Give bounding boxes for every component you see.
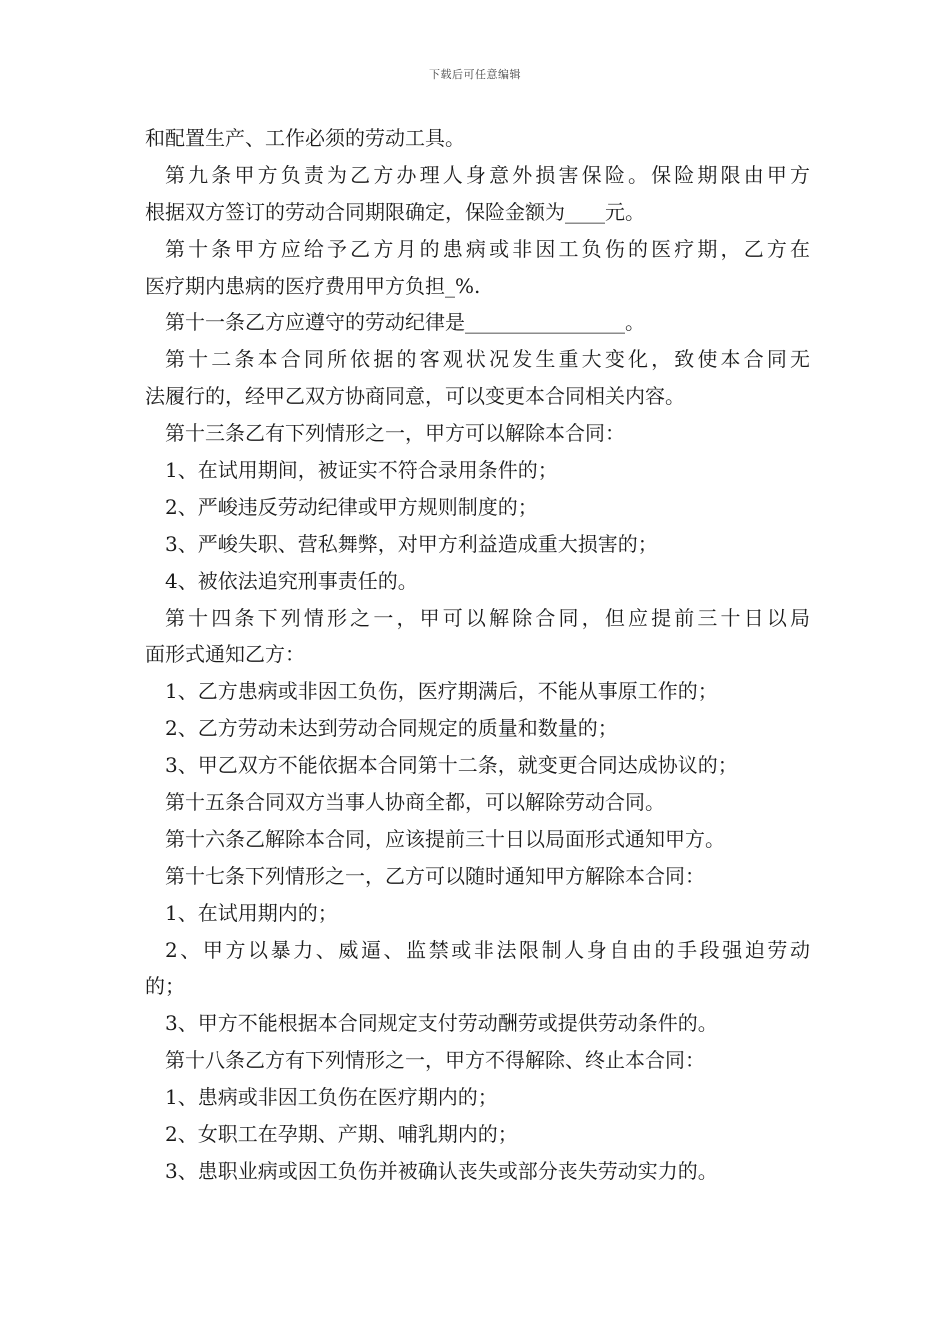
document-line: 第十五条合同双方当事人协商全都，可以解除劳动合同。 xyxy=(165,790,665,815)
document-body xyxy=(145,120,810,1190)
document-line: 1、在试用期内的； xyxy=(165,900,338,925)
document-line: 1、在试用期间，被证实不符合录用条件的； xyxy=(165,458,558,483)
document-line: 第十一条乙方应遵守的劳动纪律是________________。 xyxy=(165,310,645,335)
document-line: 2、乙方劳动未达到劳动合同规定的质量和数量的； xyxy=(165,716,618,741)
document-line: 第十六条乙解除本合同，应该提前三十日以局面形式通知甲方。 xyxy=(165,826,725,851)
document-line: 的； xyxy=(145,974,185,999)
document-line: 2、严峻违反劳动纪律或甲方规则制度的； xyxy=(165,494,538,519)
document-line: 第十四条下列情形之一，甲可以解除合同，但应提前三十日以局 xyxy=(165,605,810,630)
document-line: 面形式通知乙方： xyxy=(145,642,305,667)
document-line: 第十三条乙有下列情形之一，甲方可以解除本合同： xyxy=(165,421,625,446)
document-line: 根据双方签订的劳动合同期限确定，保险金额为____元。 xyxy=(145,199,645,224)
document-line: 1、乙方患病或非因工负伤，医疗期满后，不能从事原工作的； xyxy=(165,679,718,704)
document-line: 第十八条乙方有下列情形之一，甲方不得解除、终止本合同： xyxy=(165,1048,705,1073)
page-header-note: 下载后可任意编辑 xyxy=(429,68,521,81)
document-line: 第九条甲方负责为乙方办理人身意外损害保险。保险期限由甲方 xyxy=(165,162,810,187)
document-line: 2、甲方以暴力、威逼、监禁或非法限制人身自由的手段强迫劳动 xyxy=(165,937,810,962)
document-line: 1、患病或非因工负伤在医疗期内的； xyxy=(165,1085,498,1110)
document-line: 和配置生产、工作必须的劳动工具。 xyxy=(145,126,465,150)
document-line: 3、患职业病或因工负伤并被确认丧失或部分丧失劳动实力的。 xyxy=(165,1158,718,1183)
document-line: 3、严峻失职、营私舞弊，对甲方利益造成重大损害的； xyxy=(165,531,658,556)
document-line: 2、女职工在孕期、产期、哺乳期内的； xyxy=(165,1122,518,1147)
document-line: 4、被依法追究刑事责任的。 xyxy=(165,568,418,593)
document-line: 3、甲方不能根据本合同规定支付劳动酬劳或提供劳动条件的。 xyxy=(165,1011,718,1036)
document-line: 第十条甲方应给予乙方月的患病或非因工负伤的医疗期，乙方在 xyxy=(165,236,810,261)
document-line: 第十七条下列情形之一，乙方可以随时通知甲方解除本合同： xyxy=(165,863,705,888)
document-line: 医疗期内患病的医疗费用甲方负担_%. xyxy=(145,273,481,298)
document-line: 第十二条本合同所依据的客观状况发生重大变化，致使本合同无 xyxy=(165,347,810,372)
document-line: 法履行的，经甲乙双方协商同意，可以变更本合同相关内容。 xyxy=(145,384,685,409)
document-line: 3、甲乙双方不能依据本合同第十二条，就变更合同达成协议的； xyxy=(165,753,738,778)
